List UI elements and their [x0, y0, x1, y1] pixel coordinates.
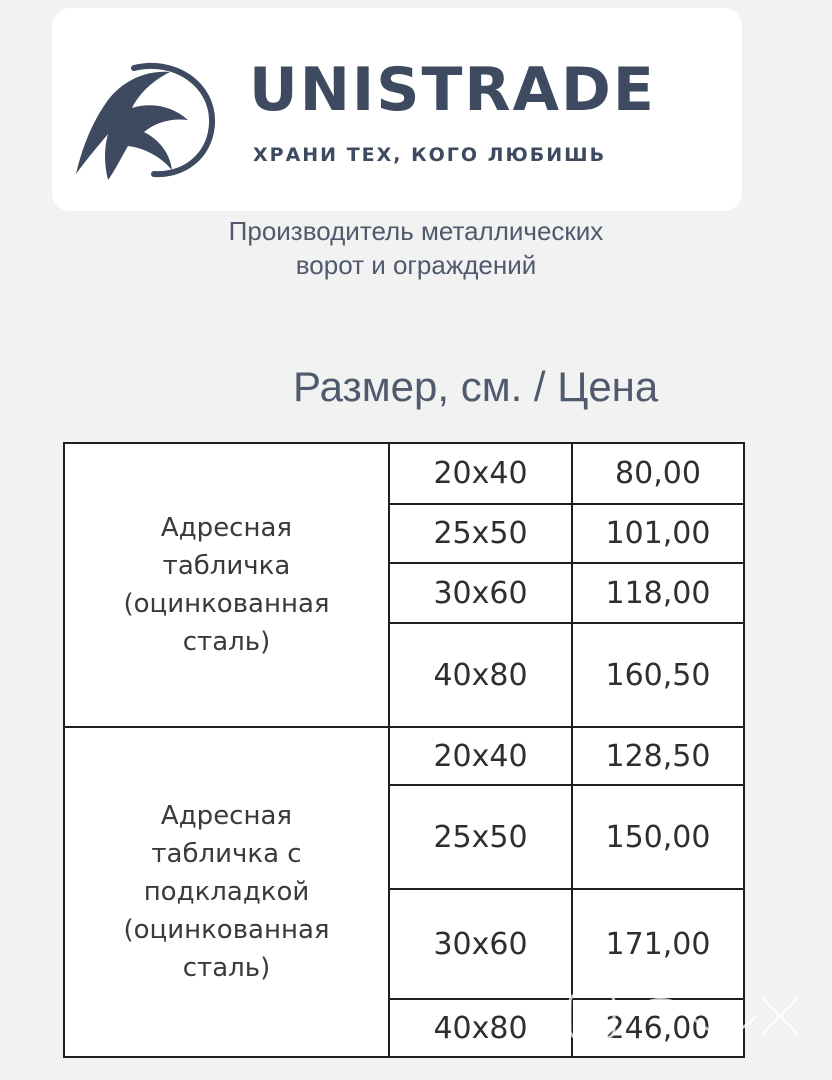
product-name-line: подкладкой	[143, 877, 310, 907]
price-cell: 101,00	[572, 504, 744, 563]
product-name-line: сталь)	[182, 627, 271, 657]
swallow-logo-icon	[74, 56, 219, 181]
product-name-line: (оцинкованная	[123, 915, 330, 945]
size-cell: 30x60	[389, 889, 572, 999]
price-cell: 128,50	[572, 727, 744, 785]
size-cell: 20x40	[389, 727, 572, 785]
product-name-line: Адресная	[160, 801, 293, 831]
product-name-line: сталь)	[182, 953, 271, 983]
logo-card	[52, 8, 742, 211]
size-cell: 40x80	[389, 999, 572, 1057]
price-cell: 171,00	[572, 889, 744, 999]
table-row	[64, 727, 744, 785]
product-name-cell	[64, 727, 389, 1057]
company-description	[0, 214, 832, 282]
product-name-line: (оцинкованная	[123, 589, 330, 619]
size-cell: 30x60	[389, 563, 572, 623]
price-cell: 150,00	[572, 785, 744, 889]
product-name-line: табличка	[162, 551, 291, 581]
brand-slogan: ХРАНИ ТЕХ, КОГО ЛЮБИШЬ	[253, 144, 607, 166]
price-table	[63, 442, 745, 1058]
product-name-line: табличка с	[151, 839, 302, 869]
size-cell: 25x50	[389, 504, 572, 563]
description-line-1: Производитель металлических	[228, 216, 604, 246]
table-row	[64, 443, 744, 504]
size-cell: 25x50	[389, 785, 572, 889]
size-cell: 20x40	[389, 443, 572, 504]
table-heading: Размер, см. / Цена	[293, 363, 659, 410]
brand-name: UNISTRADE	[249, 55, 656, 125]
size-cell: 40x80	[389, 623, 572, 727]
description-line-2: ворот и ограждений	[295, 250, 537, 280]
price-cell: 118,00	[572, 563, 744, 623]
product-name-line: Адресная	[160, 513, 293, 543]
price-cell: 160,50	[572, 623, 744, 727]
price-cell: 80,00	[572, 443, 744, 504]
product-name-cell	[64, 443, 389, 727]
price-cell: 246,00	[572, 999, 744, 1057]
